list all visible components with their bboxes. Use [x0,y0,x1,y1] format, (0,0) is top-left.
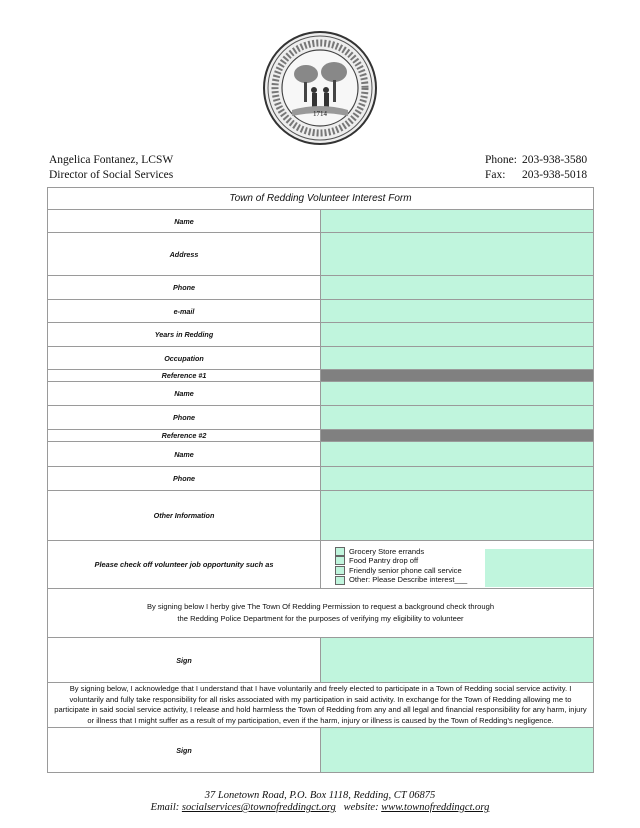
fax-label: Fax: [485,169,506,181]
reference2-label: Reference #2 [48,430,321,442]
other-info-label: Other Information [48,491,321,541]
opportunity-option[interactable] [335,556,485,566]
option-label: Grocery Store errands [349,546,425,556]
option-label: Other: Please Describe interest___ [349,575,468,585]
reference1-label: Reference #1 [48,370,321,382]
email-label-footer: Email: [150,802,180,813]
permission-line-1: By signing below I herby give The Town Of Redding Permission to request a background check through [146,602,495,611]
checkbox[interactable] [335,566,345,575]
occupation-field[interactable] [321,347,594,370]
footer-address: 37 Lonetown Road, P.O. Box 1118, Redding, CT 06875 [204,790,436,801]
checkoff-cell [321,541,594,589]
opportunity-option[interactable] [335,566,485,576]
address-label: Address [48,233,321,276]
checkoff-label: Please check off volunteer job opportunity such as [48,541,321,589]
phone-field[interactable] [321,276,594,300]
option-label: Friendly senior phone call service [349,565,462,575]
ref1-name-label: Name [48,382,321,406]
reference1-bar [321,370,594,382]
checkbox[interactable] [335,547,345,556]
other-info-field[interactable] [321,491,594,541]
opportunity-option[interactable] [335,547,485,557]
ref1-phone-field[interactable] [321,406,594,430]
years-label: Years in Redding [48,323,321,347]
opportunity-list [321,543,485,585]
name-label: Name [48,210,321,233]
website-label: website: [343,802,379,813]
option-label: Food Pantry drop off [349,556,419,566]
ref2-phone-label: Phone [48,467,321,491]
acknowledgement-text: By signing below, I acknowledge that I understand that I have voluntarily and freely elected to participate in a Town of Redding social service activity. I voluntarily and fully take responsibility for all risks associated with my participation in said activity. In exchange for the Town of Redding allowing me to participate in said social service activity, I release and hold harmless the Town of Redding from any and all legal and financial responsibility for any harm, injury or illness that I might suffer as a result of my participation, even if the harm, injury or illness is caused by the Town of Redding's negligence. [48,683,594,728]
other-interest-field[interactable] [485,549,593,587]
email-link[interactable]: socialservices@townofreddingct.org [181,802,336,813]
permission-line-2: the Redding Police Department for the purposes of verifying my eligibility to volunteer [177,614,464,623]
phone-number: 203-938-3580 [522,154,588,166]
volunteer-form [47,187,594,773]
director-title: Director of Social Services [49,169,174,181]
footer-contact [0,802,640,814]
opportunity-option[interactable] [335,575,485,585]
permission-text [48,589,594,638]
email-label: e-mail [48,300,321,323]
sign2-field[interactable] [321,728,594,773]
ref2-name-label: Name [48,442,321,467]
sign2-label: Sign [48,728,321,773]
director-block [49,153,173,183]
address-field[interactable] [321,233,594,276]
occupation-label: Occupation [48,347,321,370]
fax-number: 203-938-5018 [522,169,588,181]
website-link[interactable]: www.townofreddingct.org [381,802,490,813]
checkbox[interactable] [335,576,345,585]
contact-block [485,153,587,183]
ref2-phone-field[interactable] [321,467,594,491]
sign1-label: Sign [48,638,321,683]
ref2-name-field[interactable] [321,442,594,467]
town-seal [262,30,378,146]
form-title: Town of Redding Volunteer Interest Form [48,188,594,210]
reference2-bar [321,430,594,442]
seal-year: 1714 [313,110,327,118]
director-name: Angelica Fontanez, LCSW [49,154,174,166]
sign1-field[interactable] [321,638,594,683]
checkbox[interactable] [335,556,345,565]
phone-label-field: Phone [48,276,321,300]
ref1-phone-label: Phone [48,406,321,430]
email-field[interactable] [321,300,594,323]
name-field[interactable] [321,210,594,233]
years-field[interactable] [321,323,594,347]
ref1-name-field[interactable] [321,382,594,406]
phone-label: Phone: [485,154,517,166]
